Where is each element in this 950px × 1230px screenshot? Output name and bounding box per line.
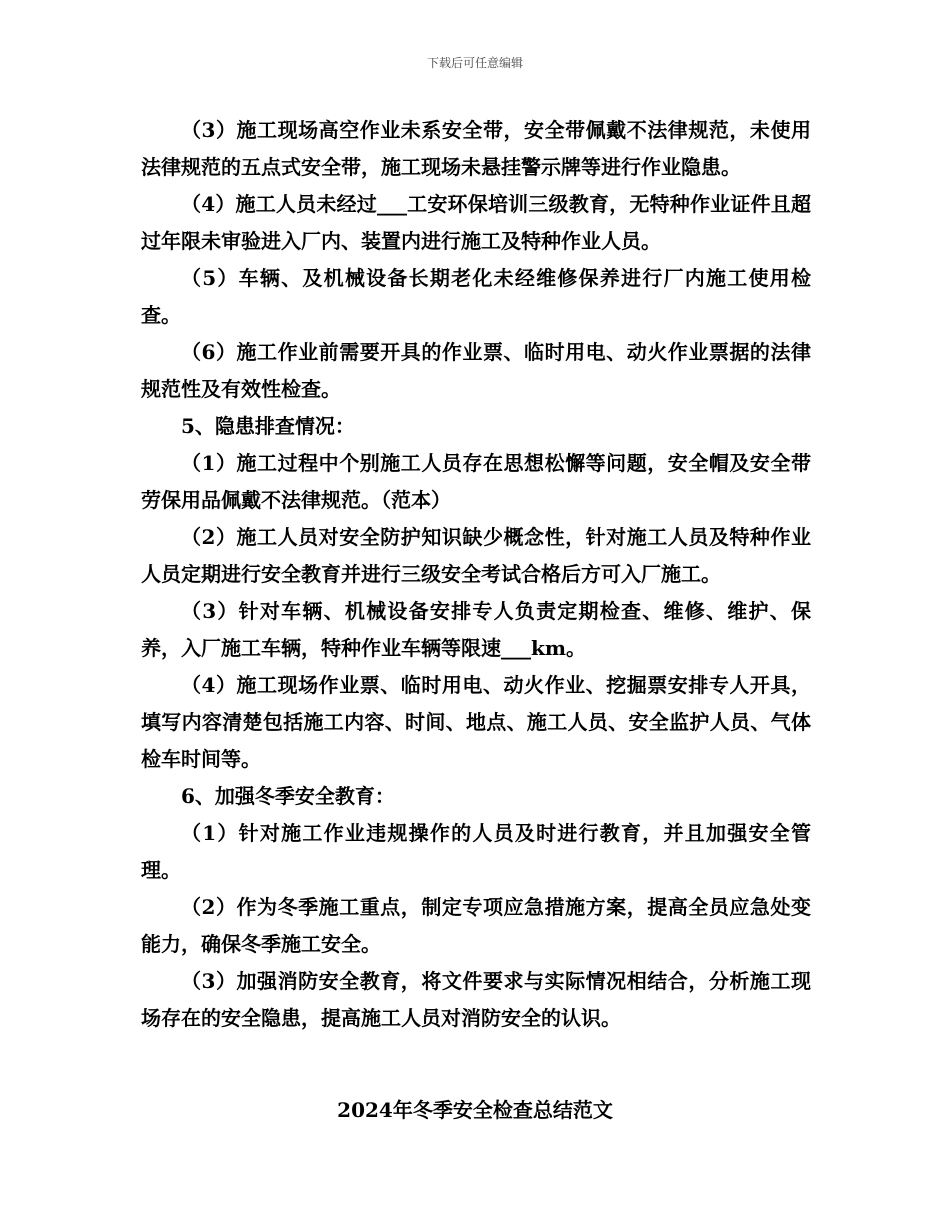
paragraph-hazard-5: （5）车辆、及机械设备长期老化未经维修保养进行厂内施工使用检查。 (141, 266, 811, 327)
paragraph-finding-2: （2）施工人员对安全防护知识缺少概念性，针对施工人员及特种作业人员定期进行安全教育并进行三级安全考试合格后方可入厂施工。 (141, 525, 811, 586)
document-body (141, 112, 811, 1037)
header-note: 下载后可任意编辑 (426, 56, 523, 70)
paragraph-education-2: （2）作为冬季施工重点，制定专项应急措施方案，提高全员应急处变能力，确保冬季施工安全。 (141, 895, 811, 956)
paragraph-hazard-4: （4）施工人员未经过___工安环保培训三级教育，无特种作业证件且超过年限未审验进入厂内、装置内进行施工及特种作业人员。 (141, 192, 811, 253)
paragraph-finding-3: （3）针对车辆、机械设备安排专人负责定期检查、维修、维护、保养，入厂施工车辆，特种作业车辆等限速___km。 (141, 599, 811, 660)
paragraph-finding-1: （1）施工过程中个别施工人员存在思想松懈等问题，安全帽及安全带劳保用品佩戴不法律规范。（范本） (141, 451, 811, 512)
paragraph-hazard-3: （3）施工现场高空作业未系安全带，安全带佩戴不法律规范，未使用法律规范的五点式安全带，施工现场未悬挂警示牌等进行作业隐患。 (141, 118, 811, 179)
document-title: 2024年冬季安全检查总结范文 (337, 1098, 613, 1122)
paragraph-education-1: （1）针对施工作业违规操作的人员及时进行教育，并且加强安全管理。 (141, 821, 811, 882)
paragraph-hazard-6: （6）施工作业前需要开具的作业票、临时用电、动火作业票据的法律规范性及有效性检查。 (141, 340, 811, 401)
section-heading-5: 5、隐患排查情况： (181, 414, 355, 438)
section-heading-6: 6、加强冬季安全教育： (181, 784, 395, 808)
paragraph-education-3: （3）加强消防安全教育，将文件要求与实际情况相结合，分析施工现场存在的安全隐患，提高施工人员对消防安全的认识。 (141, 969, 811, 1030)
paragraph-finding-4: （4）施工现场作业票、临时用电、动火作业、挖掘票安排专人开具，填写内容清楚包括施工内容、时间、地点、施工人员、安全监护人员、气体检车时间等。 (141, 673, 811, 771)
